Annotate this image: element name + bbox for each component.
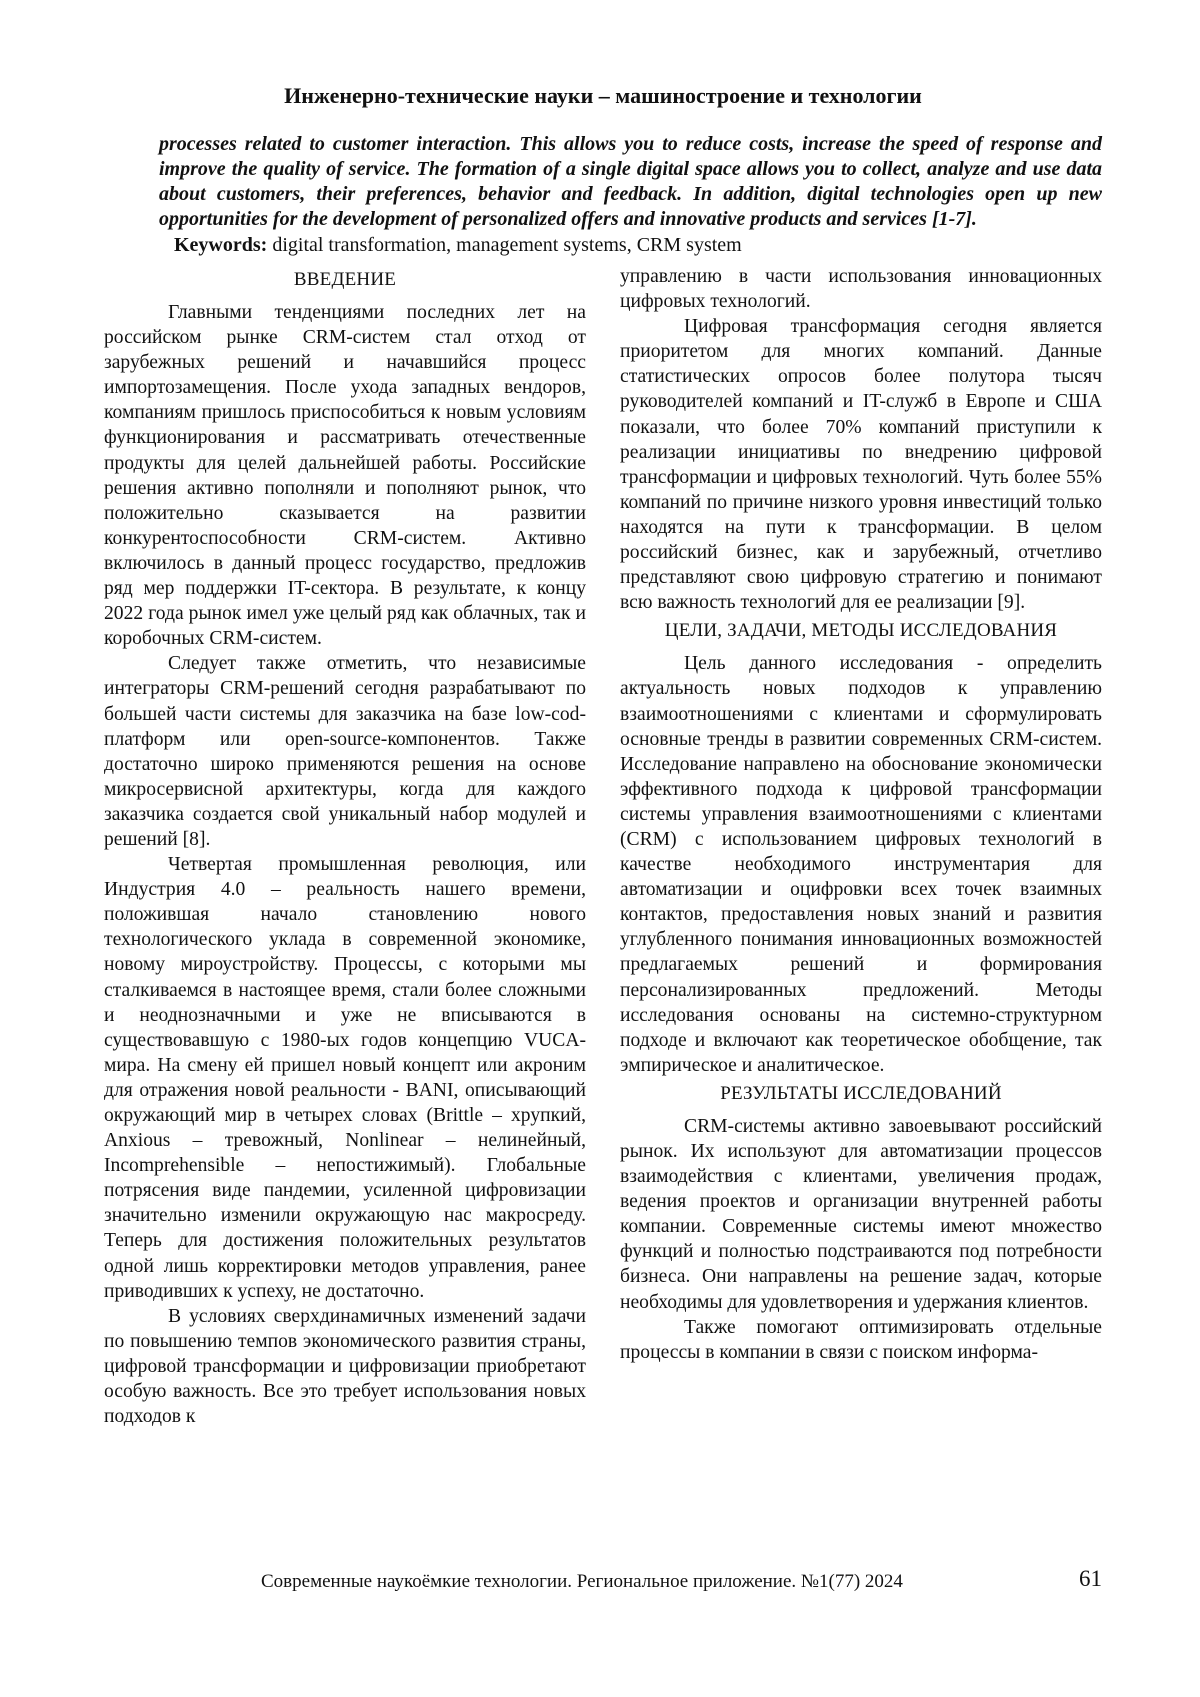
- paragraph-continuation: управлению в части использования инновационных цифровых технологий.: [620, 266, 1102, 313]
- section-heading-results: РЕЗУЛЬТАТЫ ИССЛЕДОВАНИЙ: [720, 1082, 1002, 1104]
- keywords-line: [174, 232, 1102, 258]
- paragraph: Также помогают оптимизировать отдельные процессы в компании в связи с поиском информа-: [620, 1316, 1102, 1363]
- paragraph: Четвертая промышленная революция, или Индустрия 4.0 – реальность нашего времени, положившая начало становлению нового технологического уклада в современной экономике, новому мироустройству. Процессы, с которыми мы сталкиваемся в настоящее время, стали более сложными и неоднозначными и уже не вписываются в существовавшую с 1980-ых годов концепцию VUCA-мира. На смену ей пришел новый концепт или акроним для отражения новой реальности - BANI, описывающий окружающий мир в четырех словах (Brittle – хрупкий, Anxious – тревожный, Nonlinear – нелинейный, Incomprehensible – непостижимый). Глобальные потрясения виде пандемии, усиленной цифровизации значительно изменили окружающую нас макросреду. Теперь для достижения положительных результатов одной лишь корректировки методов управления, ранее приводивших к успеху, не достаточно.: [104, 854, 586, 1302]
- left-column: [104, 264, 586, 1429]
- paragraph: Главными тенденциями последних лет на российском рынке CRM-систем стал отход от зарубежных решений и начавшийся процесс импортозамещения. После ухода западных вендоров, компаниям пришлось приспособиться к новым условиям функционирования и рассматривать отечественные продукты для целей дальнейшей работы. Российские решения активно пополняли и пополняют рынок, что положительно сказывается на развитии конкурентоспособности CRM-систем. Активно включилось в данный процесс государство, предложив ряд мер поддержки IT-сектора. В результате, к концу 2022 года рынок имел уже целый ряд как облачных, так и коробочных CRM-систем.: [104, 302, 586, 650]
- journal-page: [104, 82, 1102, 1429]
- running-head: Инженерно-технические науки – машиностроение и технологии: [284, 83, 922, 108]
- journal-citation: Современные наукоёмкие технологии. Региональное приложение. №1(77) 2024: [261, 1571, 903, 1592]
- paragraph: Следует также отметить, что независимые интеграторы CRM-решений сегодня разрабатывают по большей части системы для заказчика на базе low-cod-платформ или open-source-компонентов. Также достаточно широко применяются решения на основе микросервисной архитектуры, когда для каждого заказчика создается свой уникальный набор модулей и решений [8].: [104, 653, 586, 850]
- abstract-text: processes related to customer interaction. This allows you to reduce costs, increase the speed of response and improve the quality of service. The formation of a single digital space allows you to collect, analyze and use data about customers, their preferences, behavior and feedback. In addition, digital technologies open up new opportunities for the development of personalized offers and innovative products and services [1-7].: [159, 133, 1102, 230]
- page-number: 61: [1079, 1566, 1102, 1591]
- two-column-body: [104, 264, 1102, 1429]
- paragraph: CRM-системы активно завоевывают российский рынок. Их используют для автоматизации процессов взаимодействия с клиентами, увеличения продаж, ведения проектов и организации внутренней работы компании. Современные системы имеют множество функций и полностью подстраиваются под потребности бизнеса. Они направлены на решение задач, которые необходимы для удовлетворения и удержания клиентов.: [620, 1115, 1102, 1313]
- paragraph: В условиях сверхдинамичных изменений задачи по повышению темпов экономического развития страны, цифровой трансформации и цифровизации приобретают особую важность. Все это требует использования новых подходов к: [104, 1305, 586, 1428]
- section-heading-goals: ЦЕЛИ, ЗАДАЧИ, МЕТОДЫ ИССЛЕДОВАНИЯ: [664, 620, 1058, 642]
- right-column: [620, 264, 1102, 1429]
- keywords-label: Keywords:: [174, 234, 268, 256]
- section-heading-intro: ВВЕДЕНИЕ: [293, 269, 397, 290]
- paragraph: Цель данного исследования - определить актуальность новых подходов к управлению взаимоотношениями с клиентами и сформулировать основные тренды в развитии современных CRM-систем. Исследование направлено на обоснование экономически эффективного подхода к цифровой трансформации системы управления взаимоотношениями с клиентами (CRM) с использованием цифровых технологий в качестве необходимого инструментария для автоматизации и оцифровки всех точек взаимных контактов, предоставления новых знаний и развития углубленного понимания инновационных возможностей предлагаемых решений и формирования персонализированных предложений. Методы исследования основаны на системно-структурном подходе и включают как теоретическое обобщение, так эмпирическое и аналитическое.: [620, 653, 1102, 1076]
- paragraph: Цифровая трансформация сегодня является приоритетом для многих компаний. Данные статистических опросов более полутора тысяч руководителей компаний и IT-служб в Европе и США показали, что более 70% компаний приступили к реализации инициативы по внедрению цифровой трансформации и цифровых технологий. Чуть более 55% компаний по причине низкого уровня инвестиций только находятся на пути к трансформации. В целом российский бизнес, как и зарубежный, отчетливо представляют свою цифровую стратегию и понимают всю важность технологий для ее реализации [9].: [620, 316, 1102, 614]
- keywords-list: digital transformation, management systems, CRM system: [272, 234, 742, 256]
